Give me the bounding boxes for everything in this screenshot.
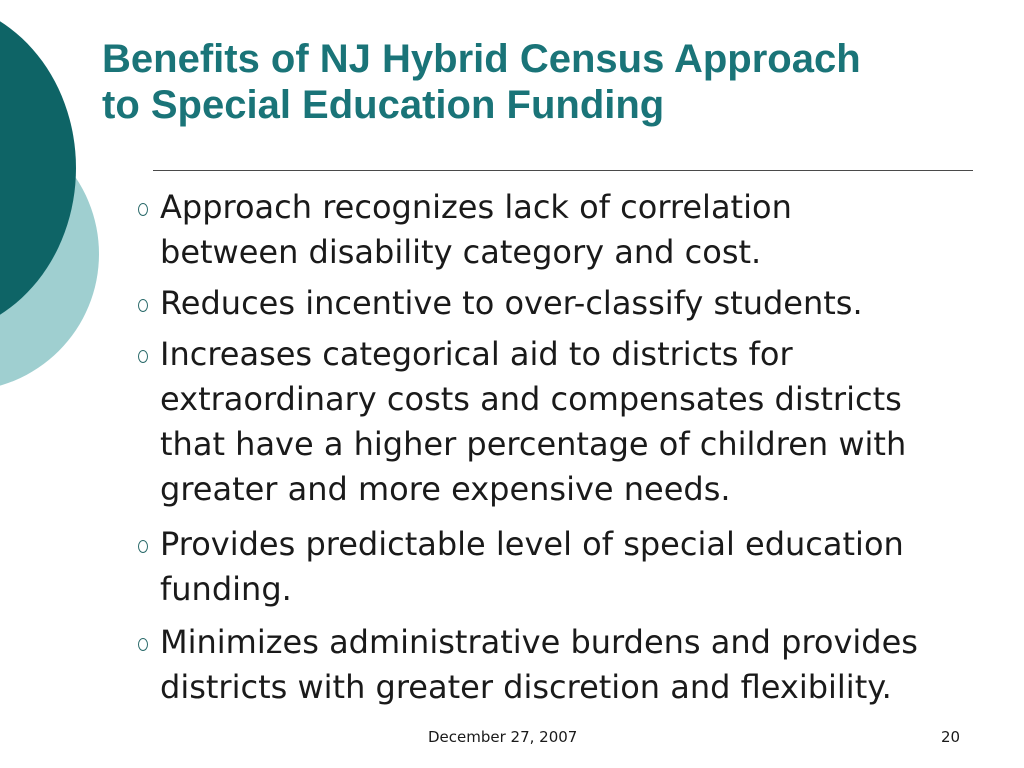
bullet-text [160, 185, 1018, 275]
bullet-line: extraordinary costs and compensates districts [160, 380, 902, 418]
bullet-line: funding. [160, 570, 292, 608]
bullet-line: Increases categorical aid to districts for [160, 335, 793, 373]
footer-date: December 27, 2007 [428, 728, 578, 746]
bullet-line: districts with greater discretion and flexibility. [160, 668, 892, 706]
bullet-item [118, 332, 1018, 512]
footer-page-number: 20 [941, 728, 961, 746]
bullet-item [118, 281, 1018, 326]
bullet-item [118, 522, 1018, 612]
bullet-item [118, 620, 1018, 710]
slide-title-line: to Special Education Funding [102, 83, 665, 127]
bullet-line: Approach recognizes lack of correlation [160, 188, 792, 226]
hollow-circle-bullet-icon [138, 299, 148, 312]
hollow-circle-bullet-icon [138, 350, 148, 363]
hollow-circle-bullet-icon [138, 638, 148, 651]
bullet-text [160, 281, 1018, 326]
bullet-list [118, 185, 1018, 710]
bullet-line: that have a higher percentage of children with [160, 425, 907, 463]
bullet-line: between disability category and cost. [160, 233, 762, 271]
hollow-circle-bullet-icon [138, 540, 148, 553]
slide-title [102, 36, 1017, 128]
bullet-text [160, 522, 1018, 612]
bullet-text [160, 332, 1018, 512]
slide-title-line: Benefits of NJ Hybrid Census Approach [102, 37, 861, 81]
bullet-line: Minimizes administrative burdens and provides [160, 623, 918, 661]
hollow-circle-bullet-icon [138, 203, 148, 216]
bullet-line: greater and more expensive needs. [160, 470, 731, 508]
bullet-item [118, 185, 1018, 275]
bullet-text [160, 620, 1018, 710]
bullet-line: Provides predictable level of special education [160, 525, 904, 563]
title-divider [153, 170, 973, 171]
bullet-line: Reduces incentive to over-classify students. [160, 284, 863, 322]
